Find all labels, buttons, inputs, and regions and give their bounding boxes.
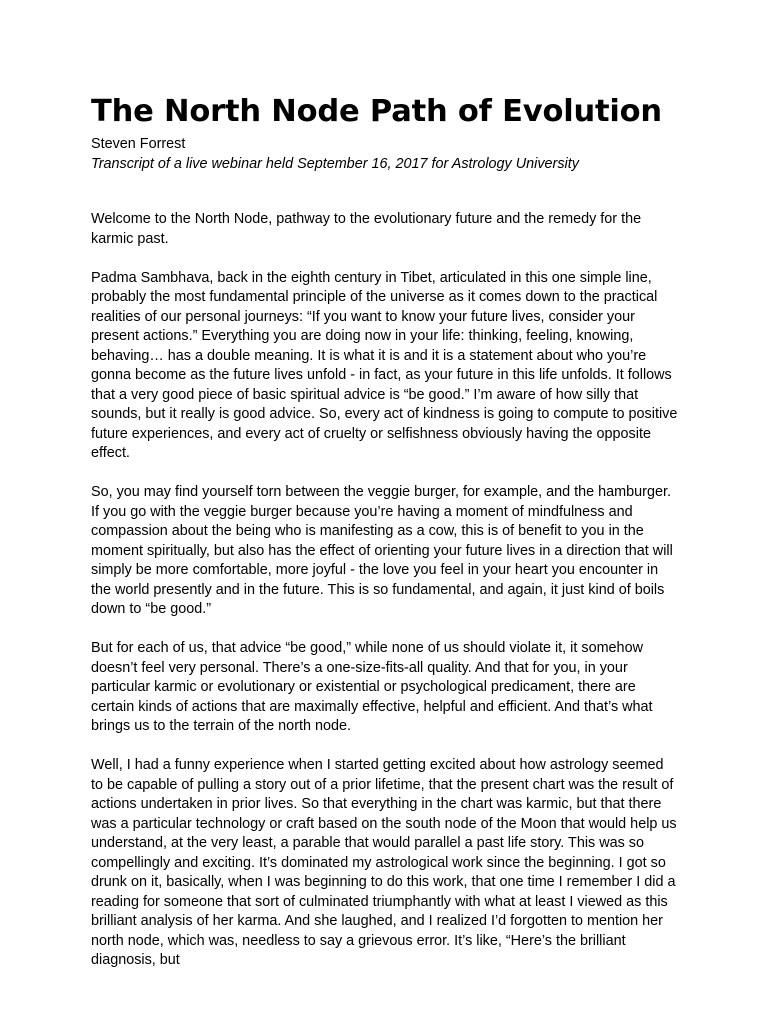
document-title: The North Node Path of Evolution [91,94,662,129]
paragraph: Well, I had a funny experience when I started getting excited about how astrology seemed to be capable of pulling a story out of a prior lifetime, that the present chart was the result of actions undertaken in prior lives. So that everything in the chart was karmic, but that there was a particular technology or craft based on the south node of the Moon that would help us understand, at the very least, a parable that would parallel a past life story. This was so compellingly and exciting. It’s dominated my astrological work since the beginning. I got so drunk on it, basically, when I was beginning to do this work, that one time I remember I did a reading for someone that sort of culminated triumphantly with what at least I viewed as this brilliant analysis of her karma. And she laughed, and I realized I’d forgotten to mention her north node, which was, needless to say a grievous error. It’s like, “Here’s the brilliant diagnosis, but [91,757,677,968]
paragraph: So, you may find yourself torn between the veggie burger, for example, and the hamburger. If you go with the veggie burger because you’re having a moment of mindfulness and compassion about the being who is manifesting as a cow, this is of benefit to you in the moment spiritually, but also has the effect of orienting your future lives in a direction that will simply be more comfortable, more joyful - the love you feel in your heart you encounter in the world presently and in the future. This is so fundamental, and again, it just kind of boils down to “be good.” [91,484,673,617]
author-name: Steven Forrest [91,136,186,152]
document-body [91,210,679,971]
paragraph: Padma Sambhava, back in the eighth century in Tibet, articulated in this one simple line, probably the most fundamental principle of the universe as it comes down to the practical realities of our personal journeys: “If you want to know your future lives, consider your present actions.” Everything you are doing now in your life: thinking, feeling, knowing, behaving… has a double meaning. It is what it is and it is a statement about who you’re gonna become as the future lives unfold - in fact, as your future in this life unfolds. It follows that a very good piece of basic spiritual advice is “be good.” I’m aware of how silly that sounds, but it really is good advice. So, every act of kindness is going to compute to positive future experiences, and every act of cruelty or selfishness obviously having the opposite effect. [91,269,678,461]
paragraph: Welcome to the North Node, pathway to the evolutionary future and the remedy for the karmic past. [91,211,642,247]
document-page [91,0,679,990]
paragraph: But for each of us, that advice “be good,” while none of us should violate it, it somehow doesn’t feel very personal. There’s a one-size-fits-all quality. And that for you, in your particular karmic or evolutionary or existential or psychological predicament, there are certain kinds of actions that are maximally effective, helpful and efficient. And that’s what brings us to the terrain of the north node. [91,640,653,734]
document-subtitle: Transcript of a live webinar held September 16, 2017 for Astrology University [91,155,579,172]
